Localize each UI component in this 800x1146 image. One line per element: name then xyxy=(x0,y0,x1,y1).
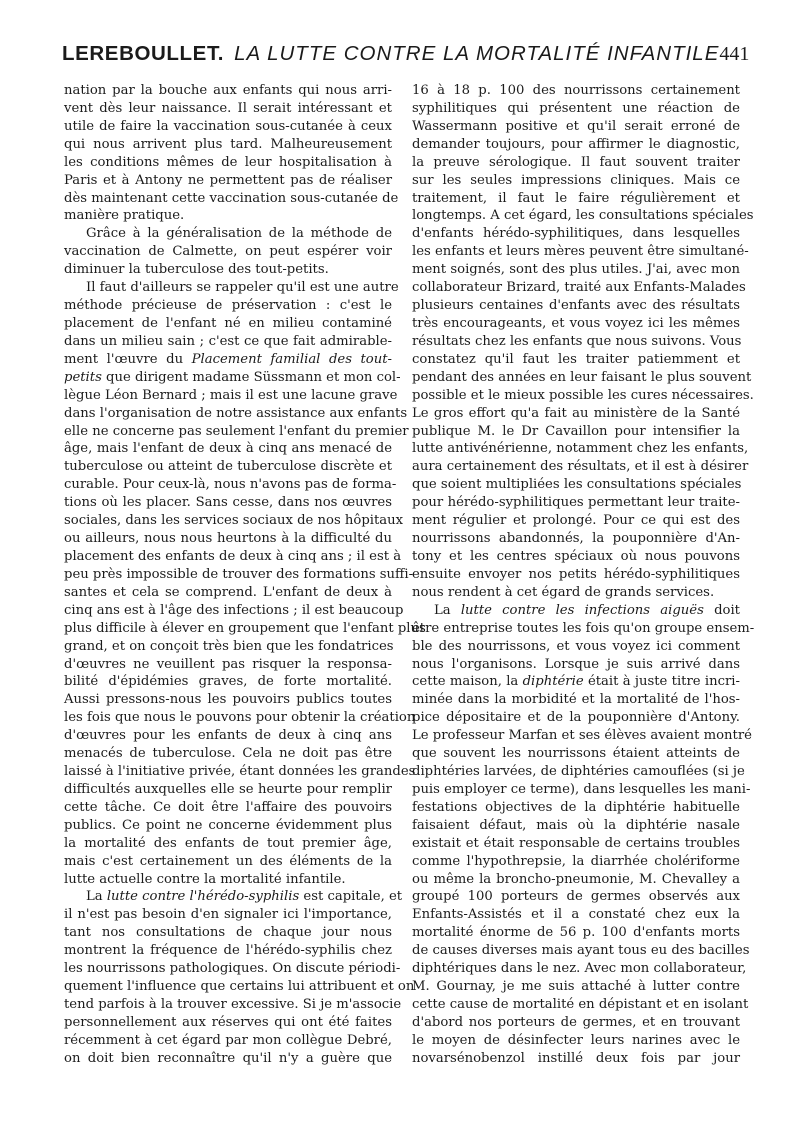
line-text: sociales, dans les services sociaux de nos hôpitaux xyxy=(64,513,404,529)
text-line xyxy=(412,297,740,315)
text-line xyxy=(412,243,749,261)
line-text: placement de l'enfant né en milieu contaminé xyxy=(64,315,392,331)
line-text: les enfants et leurs mères peuvent être simultané- xyxy=(412,244,749,260)
text-line xyxy=(412,118,740,136)
text-line xyxy=(64,207,392,225)
text-line xyxy=(64,960,401,978)
line-text: les conditions mêmes de leur hospitalisation à xyxy=(64,154,392,170)
text-line xyxy=(412,727,752,745)
line-text: collaborateur Brizard, traité aux Enfants-Malades xyxy=(412,280,746,296)
line-text: ment régulier et prolongé. Pour ce qui est des xyxy=(412,513,740,529)
line-text: la preuve sérologique. Il faut souvent traiter xyxy=(412,154,740,170)
line-text: Enfants-Assistés et il a constaté chez eux la xyxy=(412,907,740,923)
line-text: pendant des années en leur faisant le plus souvent xyxy=(412,369,752,385)
text-line xyxy=(412,906,740,924)
text-line xyxy=(412,190,740,208)
line-text: très encourageants, et vous voyez ici les mêmes xyxy=(412,315,740,331)
line-text: lègue Léon Bernard ; mais il est une lacune grave xyxy=(64,387,398,403)
text-line xyxy=(64,656,392,674)
text-line xyxy=(412,853,740,871)
text-line xyxy=(412,261,740,279)
text-line xyxy=(64,297,392,315)
text-line xyxy=(412,924,740,942)
text-line xyxy=(412,942,750,960)
text-line xyxy=(412,1014,740,1032)
line-text: pour hérédo-syphilitiques permettant leur traite- xyxy=(412,495,740,511)
text-line xyxy=(64,387,398,405)
text-line xyxy=(412,279,746,297)
text-line xyxy=(412,315,740,333)
line-text: tuberculose ou atteint de tuberculose discrète et xyxy=(64,459,392,475)
line-text: récemment à cet égard par mon collègue Debré, xyxy=(64,1032,392,1048)
text-line xyxy=(412,602,740,620)
text-line xyxy=(412,656,740,674)
text-line xyxy=(64,673,392,691)
line-text: publics. Ce point ne concerne évidemment plus xyxy=(64,817,392,833)
text-line xyxy=(64,261,392,279)
left-column xyxy=(64,82,426,1068)
line-text: ment l'œuvre du xyxy=(64,351,184,367)
line-text: bilité d'épidémies graves, de forte mortalité. xyxy=(64,674,392,690)
text-line xyxy=(412,871,740,889)
text-line xyxy=(412,207,754,225)
line-text: Paris et à Antony ne permettent pas de réaliser xyxy=(64,172,392,188)
line-text: dans un milieu sain ; c'est ce que fait admirable- xyxy=(64,333,392,349)
text-line xyxy=(64,584,392,602)
text-line xyxy=(64,423,409,441)
text-line xyxy=(412,978,740,996)
italic-phrase: diphtérie xyxy=(522,674,584,690)
text-line xyxy=(412,996,749,1014)
line-text: peu près impossible de trouver des formations suffi- xyxy=(64,566,414,582)
text-line xyxy=(412,584,740,602)
text-line xyxy=(412,333,740,351)
line-text: mais c'est certainement un des éléments de la xyxy=(64,853,392,869)
line-text: âge, mais l'enfant de deux à cinq ans menacé de xyxy=(64,441,392,457)
line-text: cinq ans est à l'âge des infections ; il est beaucoup xyxy=(64,602,404,618)
page-number: 441 xyxy=(719,43,750,65)
text-line xyxy=(412,781,751,799)
text-line xyxy=(64,190,399,208)
line-text: cette maison, la xyxy=(412,674,519,690)
line-text: curable. Pour ceux-là, nous n'avons pas de forma- xyxy=(64,477,397,493)
text-line xyxy=(64,942,392,960)
line-text: les nourrissons pathologiques. On discute périodi- xyxy=(64,961,401,977)
text-line xyxy=(412,476,740,494)
header-title: LA LUTTE CONTRE LA MORTALITÉ INFANTILE xyxy=(234,42,720,65)
text-line xyxy=(412,440,749,458)
text-line xyxy=(64,279,399,297)
line-text: placement des enfants de deux à cinq ans ; il est à xyxy=(64,548,402,564)
line-text: festations objectives de la diphtérie habituelle xyxy=(412,799,740,815)
line-text: dès maintenant cette vaccination sous-cutanée de xyxy=(64,190,399,206)
line-text: faisaient défaut, mais où la diphtérie nasale xyxy=(412,817,740,833)
line-text: publique M. le Dr Cavaillon pour intensifier la xyxy=(412,423,740,439)
line-text: elle ne concerne pas seulement l'enfant du premier xyxy=(64,423,409,439)
line-text: La xyxy=(434,602,451,618)
text-line xyxy=(64,225,392,243)
text-line xyxy=(412,673,740,691)
text-line xyxy=(412,423,740,441)
text-line xyxy=(64,709,416,727)
line-text: les fois que nous le pouvons pour obtenir la création xyxy=(64,710,416,726)
text-line xyxy=(64,476,397,494)
text-line xyxy=(412,835,740,853)
line-text: traitement, il faut le faire régulièrement et xyxy=(412,190,740,206)
text-line xyxy=(64,494,392,512)
text-line xyxy=(64,351,392,369)
text-line xyxy=(64,154,392,172)
text-line xyxy=(412,817,740,835)
text-line xyxy=(64,548,402,566)
text-line xyxy=(64,369,401,387)
line-text: possible et le mieux possible les cures nécessaires. xyxy=(412,387,754,403)
text-line xyxy=(64,996,402,1014)
line-text: lutte actuelle contre la mortalité infantile. xyxy=(64,871,346,887)
text-line xyxy=(64,835,392,853)
line-text: aura certainement des résultats, et il est à désirer xyxy=(412,459,749,475)
italic-phrase: Placement familial des tout- xyxy=(191,351,392,367)
text-line xyxy=(412,709,740,727)
line-text: tant nos consultations de chaque jour nous xyxy=(64,925,392,941)
text-line xyxy=(64,763,416,781)
line-text: lutte antivénérienne, notamment chez les enfants, xyxy=(412,441,749,457)
text-line xyxy=(64,243,392,261)
text-line xyxy=(64,82,392,100)
line-text: M. Gournay, je me suis attaché à lutter contre xyxy=(412,979,740,995)
line-text: résultats chez les enfants que nous suivons. Vous xyxy=(412,333,742,349)
text-line xyxy=(412,136,740,154)
line-text: Aussi pressons-nous les pouvoirs publics toutes xyxy=(64,692,392,708)
line-text: que soient multipliées les consultations spéciales xyxy=(412,477,742,493)
line-text: tend parfois à la trouver excessive. Si je m'associe xyxy=(64,997,402,1013)
text-line xyxy=(412,1050,740,1068)
text-line xyxy=(64,691,392,709)
text-line xyxy=(412,512,740,530)
line-text: d'abord nos porteurs de germes, et en trouvant xyxy=(412,1014,740,1030)
text-line xyxy=(64,172,392,190)
line-text: qui nous arrivent plus tard. Malheureusement xyxy=(64,136,392,152)
text-line xyxy=(412,172,740,190)
text-line xyxy=(412,100,740,118)
line-text: tony et les centres spéciaux où nous pouvons xyxy=(412,548,740,564)
line-text: menacés de tuberculose. Cela ne doit pas être xyxy=(64,746,392,762)
line-text: que dirigent madame Süssmann et mon col- xyxy=(106,369,401,385)
line-text: la mortalité des enfants de tout premier âge, xyxy=(64,835,392,851)
line-text: montrent la fréquence de l'hérédo-syphilis chez xyxy=(64,943,392,959)
text-line xyxy=(64,1014,392,1032)
line-text: Le gros effort qu'a fait au ministère de la Santé xyxy=(412,405,740,421)
line-text: plus difficile à élever en groupement que l'enfant plus xyxy=(64,620,426,636)
line-text: santes et cela se comprend. L'enfant de deux à xyxy=(64,584,392,600)
line-text: diphtéries larvées, de diphtéries camouflées (si je xyxy=(412,764,745,780)
text-line xyxy=(412,225,740,243)
line-text: longtemps. A cet égard, les consultations spéciales xyxy=(412,208,754,224)
text-line xyxy=(412,369,752,387)
line-text: méthode précieuse de préservation : c'est le xyxy=(64,298,392,314)
line-text: grand, et on conçoit très bien que les fondatrices xyxy=(64,638,394,654)
text-line xyxy=(412,888,740,906)
line-text: Il faut d'ailleurs se rappeler qu'il est une autre xyxy=(86,280,399,296)
italic-phrase: lutte contre les infections aiguës xyxy=(460,602,704,618)
line-text: quement l'influence que certains lui attribuent et on xyxy=(64,979,415,995)
line-text: que souvent les nourrissons étaient atteints de xyxy=(412,746,740,762)
text-line xyxy=(64,333,392,351)
line-text: personnellement aux réserves qui ont été faites xyxy=(64,1014,392,1030)
text-line xyxy=(64,315,392,333)
line-text: il n'est pas besoin d'en signaler ici l'importance, xyxy=(64,907,392,923)
text-line xyxy=(412,351,740,369)
text-line xyxy=(64,602,404,620)
line-text: mortalité énorme de 56 p. 100 d'enfants morts xyxy=(412,925,740,941)
line-text: ou ailleurs, nous nous heurtons à la difficulté du xyxy=(64,531,392,547)
text-line xyxy=(64,458,392,476)
text-line xyxy=(412,691,740,709)
text-line xyxy=(412,82,740,100)
line-text: groupé 100 porteurs de germes observés aux xyxy=(412,889,740,905)
line-text: existait et était responsable de certains troubles xyxy=(412,835,740,851)
line-text: cette tâche. Ce doit être l'affaire des pouvoirs xyxy=(64,799,392,815)
text-line xyxy=(64,1032,392,1050)
text-line xyxy=(412,620,755,638)
text-line xyxy=(64,924,392,942)
text-line xyxy=(64,906,392,924)
line-text: constatez qu'il faut les traiter patiemment et xyxy=(412,351,740,367)
line-tail: doit xyxy=(714,602,740,618)
line-text: Wassermann positive et qu'il serait erroné de xyxy=(412,118,740,134)
text-line xyxy=(412,566,740,584)
text-line xyxy=(64,745,392,763)
text-line xyxy=(64,118,392,136)
line-text: le moyen de désinfecter leurs narines avec le xyxy=(412,1032,740,1048)
text-line xyxy=(412,960,747,978)
text-line xyxy=(412,548,740,566)
line-text: diphtériques dans le nez. Avec mon collaborateur, xyxy=(412,961,747,977)
text-line xyxy=(64,871,392,889)
text-line xyxy=(412,387,754,405)
text-line xyxy=(64,781,392,799)
line-tail: était à juste titre incri- xyxy=(587,674,740,690)
text-line xyxy=(412,1032,740,1050)
line-text: Grâce à la généralisation de la méthode de xyxy=(86,226,392,242)
line-text: cette cause de mortalité en dépistant et en isolant xyxy=(412,997,749,1013)
line-text: novarsénobenzol instillé deux fois par jour xyxy=(412,1050,740,1066)
line-text: diminuer la tuberculose des tout-petits. xyxy=(64,262,329,278)
line-text: Le professeur Marfan et ses élèves avaient montré xyxy=(412,728,752,744)
text-line xyxy=(412,405,740,423)
line-text: ment soignés, sont des plus utiles. J'ai, avec mon xyxy=(412,262,740,278)
text-line xyxy=(412,638,740,656)
line-text: syphilitiques qui présentent une réaction de xyxy=(412,100,740,116)
line-text: puis employer ce terme), dans lesquelles les mani- xyxy=(412,781,751,797)
text-line xyxy=(64,978,415,996)
line-text: d'enfants hérédo-syphilitiques, dans lesquelles xyxy=(412,226,740,242)
line-text: vaccination de Calmette, on peut espérer voir xyxy=(64,244,392,260)
text-line xyxy=(64,136,392,154)
text-line xyxy=(64,530,392,548)
line-text: comme l'hypothrepsie, la diarrhée cholériforme xyxy=(412,853,740,869)
line-text: minée dans la morbidité et la mortalité de l'hos- xyxy=(412,692,740,708)
text-line xyxy=(64,440,392,458)
line-text: ensuite envoyer nos petits hérédo-syphilitiques xyxy=(412,566,740,582)
line-text: vent dès leur naissance. Il serait intéressant et xyxy=(64,100,392,116)
text-line xyxy=(64,853,392,871)
text-line xyxy=(412,494,740,512)
text-line xyxy=(64,100,392,118)
line-text: nation par la bouche aux enfants qui nous arri- xyxy=(64,83,392,98)
line-text: La xyxy=(86,889,103,905)
line-text: 16 à 18 p. 100 des nourrissons certainement xyxy=(412,83,740,98)
line-text: tions où les placer. Sans cesse, dans nos œuvres xyxy=(64,495,392,511)
text-line xyxy=(412,763,745,781)
text-line xyxy=(64,1050,392,1068)
text-line xyxy=(64,566,414,584)
line-text: difficultés auxquelles elle se heurte pour remplir xyxy=(64,781,392,797)
text-line xyxy=(412,530,740,548)
text-line xyxy=(64,888,403,906)
line-text: nous rendent à cet égard de grands services. xyxy=(412,584,715,600)
text-line xyxy=(412,154,740,172)
text-line xyxy=(64,817,392,835)
line-text: demander toujours, pour affirmer le diagnostic, xyxy=(412,136,740,152)
line-text: utile de faire la vaccination sous-cutanée à ceux xyxy=(64,118,392,134)
line-text: être entreprise toutes les fois qu'on groupe ensem- xyxy=(412,620,755,636)
text-line xyxy=(64,512,404,530)
text-line xyxy=(64,799,392,817)
line-text: plusieurs centaines d'enfants avec des résultats xyxy=(412,298,740,314)
italic-phrase: petits xyxy=(64,369,102,385)
line-text: de causes diverses mais ayant tous eu des bacilles xyxy=(412,943,750,959)
line-text: laissé à l'initiative privée, étant données les grandes xyxy=(64,764,416,780)
line-text: on doit bien reconnaître qu'il n'y a guère que xyxy=(64,1050,392,1066)
line-text: nous l'organisons. Lorsque je suis arrivé dans xyxy=(412,656,740,672)
text-line xyxy=(412,799,740,817)
line-text: manière pratique. xyxy=(64,208,185,224)
right-column xyxy=(412,82,755,1068)
running-header xyxy=(62,42,748,72)
text-line xyxy=(64,620,426,638)
line-text: dans l'organisation de notre assistance aux enfants xyxy=(64,405,408,421)
italic-phrase: lutte contre l'hérédo-syphilis xyxy=(106,889,300,905)
line-text: sur les seules impressions cliniques. Mais ce xyxy=(412,172,740,188)
line-tail: est capitale, et xyxy=(303,889,403,905)
text-line xyxy=(412,745,740,763)
line-text: ble des nourrissons, et vous voyez ici comment xyxy=(412,638,740,654)
text-line xyxy=(64,638,392,656)
text-line xyxy=(412,458,749,476)
header-author: LEREBOULLET. xyxy=(62,42,225,65)
text-line xyxy=(64,727,392,745)
line-text: ou même la broncho-pneumonie, M. Chevalley a xyxy=(412,871,740,887)
line-text: d'œuvres pour les enfants de deux à cinq ans xyxy=(64,728,392,744)
text-line xyxy=(64,405,408,423)
line-text: d'œuvres ne veuillent pas risquer la responsa- xyxy=(64,656,392,672)
line-text: nourrissons abandonnés, la pouponnière d'An- xyxy=(412,531,740,547)
line-text: pice dépositaire et de la pouponnière d'Antony. xyxy=(412,710,740,726)
